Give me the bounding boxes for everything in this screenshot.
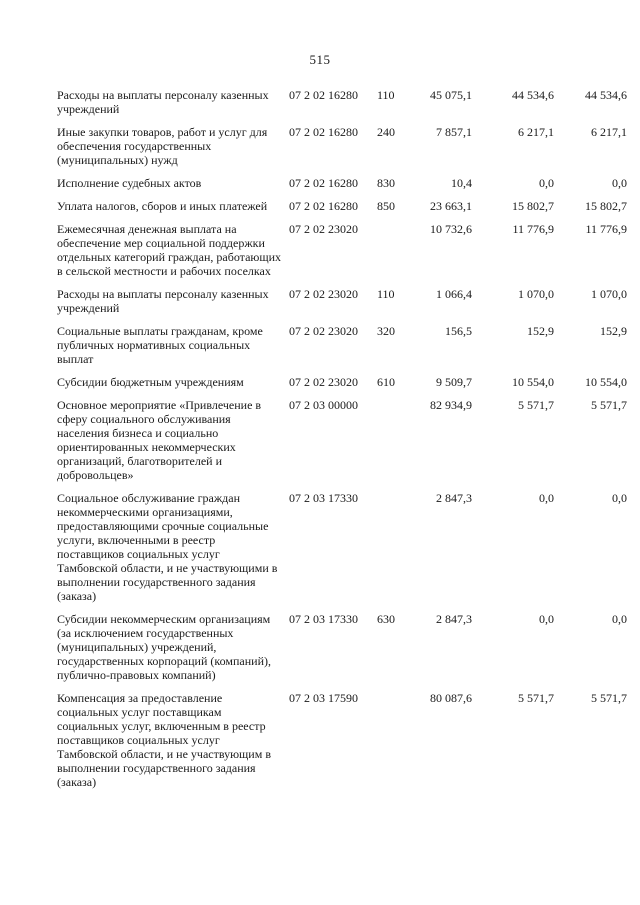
row-code: 07 2 03 17590 <box>289 691 358 705</box>
row-code: 07 2 02 23020 <box>289 324 358 338</box>
row-expense-type: 630 <box>377 612 395 626</box>
row-value-1: 2 847,3 <box>436 612 472 626</box>
row-name: Расходы на выплаты персоналу казенных учреждений <box>57 287 269 315</box>
row-value-1: 1 066,4 <box>436 287 472 301</box>
row-name: Расходы на выплаты персоналу казенных учреждений <box>57 88 269 116</box>
row-code: 07 2 02 16280 <box>289 88 358 102</box>
row-value-3: 10 554,0 <box>585 375 627 389</box>
row-value-3: 0,0 <box>612 176 627 190</box>
row-expense-type <box>377 691 402 789</box>
row-code: 07 2 02 23020 <box>289 222 358 236</box>
row-expense-type: 830 <box>377 176 395 190</box>
row-value-3: 1 070,0 <box>591 287 627 301</box>
table-row <box>57 125 627 167</box>
row-expense-type: 110 <box>377 287 395 301</box>
row-name: Ежемесячная денежная выплата на обеспечение мер социальной поддержки отдельных категорий граждан, работающих в сельской местности и рабочих поселках <box>57 222 282 278</box>
row-name: Социальное обслуживание граждан некоммерческими организациями, предоставляющими срочные социальные услуги, включенными в реестр поставщиков социальных услуг Тамбовской области, и не участвующими в выполнении государственного задания (заказа) <box>57 491 278 603</box>
row-value-2: 10 554,0 <box>512 375 554 389</box>
row-name: Субсидии некоммерческим организациям (за исключением государственных (муниципальных) учреждений, государственных корпораций (компаний), публично-правовых компаний) <box>57 612 271 682</box>
row-code: 07 2 02 16280 <box>289 176 358 190</box>
row-value-1: 2 847,3 <box>436 491 472 505</box>
row-value-1: 7 857,1 <box>436 125 472 139</box>
row-value-3: 5 571,7 <box>591 691 627 705</box>
row-expense-type <box>377 398 402 482</box>
table-row <box>57 375 627 389</box>
row-name: Субсидии бюджетным учреждениям <box>57 375 244 389</box>
table-row <box>57 491 627 603</box>
row-name: Иные закупки товаров, работ и услуг для обеспечения государственных (муниципальных) нужд <box>57 125 268 167</box>
row-code: 07 2 02 16280 <box>289 199 358 213</box>
table-row <box>57 398 627 482</box>
row-value-1: 82 934,9 <box>430 398 472 412</box>
row-expense-type: 240 <box>377 125 395 139</box>
row-value-2: 11 776,9 <box>512 222 554 236</box>
row-code: 07 2 02 23020 <box>289 287 358 301</box>
row-value-3: 15 802,7 <box>585 199 627 213</box>
row-value-1: 10,4 <box>451 176 472 190</box>
row-name: Уплата налогов, сборов и иных платежей <box>57 199 268 213</box>
row-value-2: 5 571,7 <box>518 691 554 705</box>
row-value-1: 23 663,1 <box>430 199 472 213</box>
row-name: Основное мероприятие «Привлечение в сферу социального обслуживания населения бизнеса и социально ориентированных некоммерческих организаций, благотворителей и добровольцев» <box>57 398 262 482</box>
table-row <box>57 691 627 789</box>
table-row <box>57 199 627 213</box>
row-code: 07 2 03 00000 <box>289 398 358 412</box>
row-name: Социальные выплаты гражданам, кроме публичных нормативных социальных выплат <box>57 324 263 366</box>
row-expense-type: 320 <box>377 324 395 338</box>
row-value-1: 156,5 <box>445 324 472 338</box>
row-value-2: 6 217,1 <box>518 125 554 139</box>
row-value-1: 80 087,6 <box>430 691 472 705</box>
row-value-2: 5 571,7 <box>518 398 554 412</box>
row-expense-type: 110 <box>377 88 395 102</box>
row-expense-type: 850 <box>377 199 395 213</box>
row-value-2: 0,0 <box>539 612 554 626</box>
row-value-2: 15 802,7 <box>512 199 554 213</box>
row-expense-type <box>377 222 402 278</box>
row-value-3: 0,0 <box>612 612 627 626</box>
row-value-1: 9 509,7 <box>436 375 472 389</box>
row-value-1: 10 732,6 <box>430 222 472 236</box>
table-row <box>57 324 627 366</box>
table-row <box>57 612 627 682</box>
row-code: 07 2 02 23020 <box>289 375 358 389</box>
row-code: 07 2 03 17330 <box>289 612 358 626</box>
row-value-2: 44 534,6 <box>512 88 554 102</box>
row-expense-type <box>377 491 402 603</box>
table-row <box>57 176 627 190</box>
table-row <box>57 88 627 116</box>
row-value-3: 5 571,7 <box>591 398 627 412</box>
row-value-2: 152,9 <box>527 324 554 338</box>
row-value-2: 1 070,0 <box>518 287 554 301</box>
row-code: 07 2 02 16280 <box>289 125 358 139</box>
row-value-3: 0,0 <box>612 491 627 505</box>
budget-table <box>57 88 627 798</box>
row-value-1: 45 075,1 <box>430 88 472 102</box>
row-code: 07 2 03 17330 <box>289 491 358 505</box>
row-value-3: 44 534,6 <box>585 88 627 102</box>
row-value-3: 152,9 <box>600 324 627 338</box>
row-name: Компенсация за предоставление социальных услуг поставщикам социальных услуг, включенным в реестр поставщиков социальных услуг Тамбовской области, и не участвующим в выполнении государственного задания (заказа) <box>57 691 271 789</box>
table-row <box>57 287 627 315</box>
page-number: 515 <box>309 52 331 67</box>
row-value-2: 0,0 <box>539 491 554 505</box>
row-name: Исполнение судебных актов <box>57 176 202 190</box>
row-value-3: 11 776,9 <box>585 222 627 236</box>
row-expense-type: 610 <box>377 375 395 389</box>
row-value-3: 6 217,1 <box>591 125 627 139</box>
table-row <box>57 222 627 278</box>
row-value-2: 0,0 <box>539 176 554 190</box>
